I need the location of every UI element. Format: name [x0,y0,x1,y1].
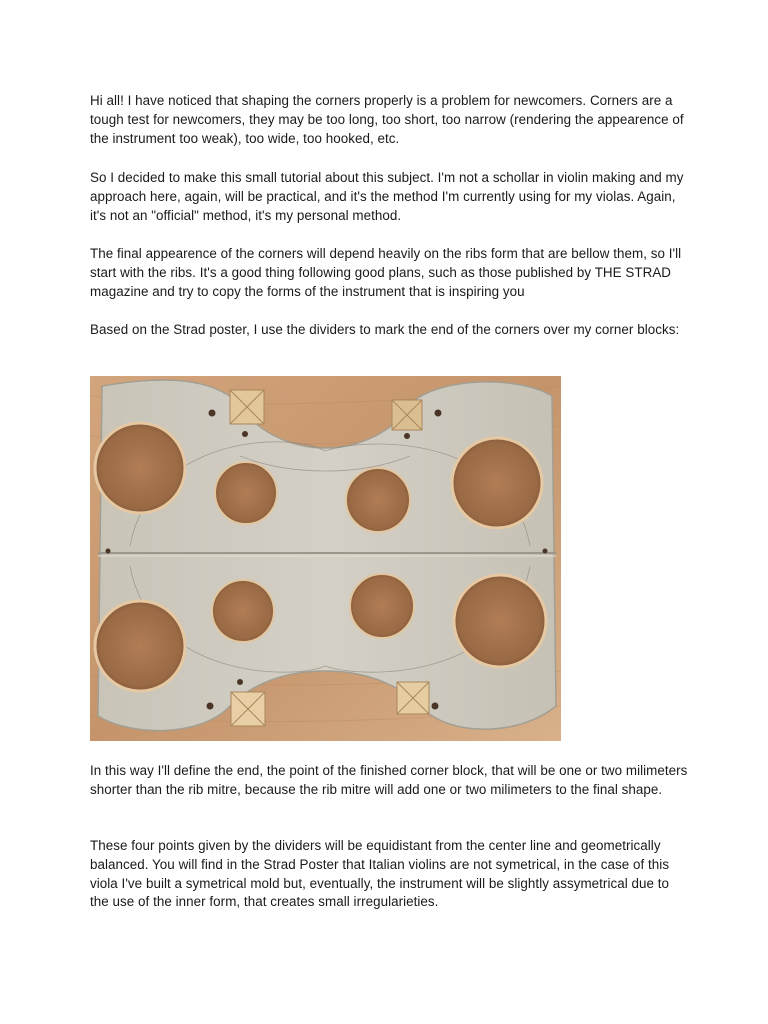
paragraph-dividers: Based on the Strad poster, I use the dividers to mark the end of the corners over my corner blocks: [90,322,680,337]
paragraph-tutorial-purpose: So I decided to make this small tutorial about this subject. I'm not a schollar in violin making and my approach here, again, will be practical, and it's the method I'm currently using for my violas. Again, it's not an "official" method, it's my personal method. [90,170,684,223]
paragraph-ribs-form: The final appearence of the corners will depend heavily on the ribs form that are bellow them, so I'll start with the ribs. It's a good thing following good plans, such as those published by THE STRAD magazine and try to copy the forms of the instrument that is inspiring you [90,246,682,299]
paragraph-symmetry: These four points given by the dividers will be equidistant from the center line and geometrically balanced. You will find in the Strad Poster that Italian violins are not symetrical, in the case of this viola I've built a symetrical mold but, eventually, the instrument will be slightly assymetrical due to the use of the inner form, that creates small irregularieties. [90,838,670,910]
paragraph-corner-end: In this way I'll define the end, the point of the finished corner block, that will be one or two milimeters shorter than the rib mitre, because the rib mitre will add one or two milimeters to the final shape. [90,763,688,797]
viola-mold-photo [90,376,561,741]
paragraph-intro: Hi all! I have noticed that shaping the corners properly is a problem for newcomers. Corners are a tough test for newcomers, they may be too long, too short, too narrow (rendering the appearence of the instrument too weak), too wide, too hooked, etc. [90,93,684,146]
